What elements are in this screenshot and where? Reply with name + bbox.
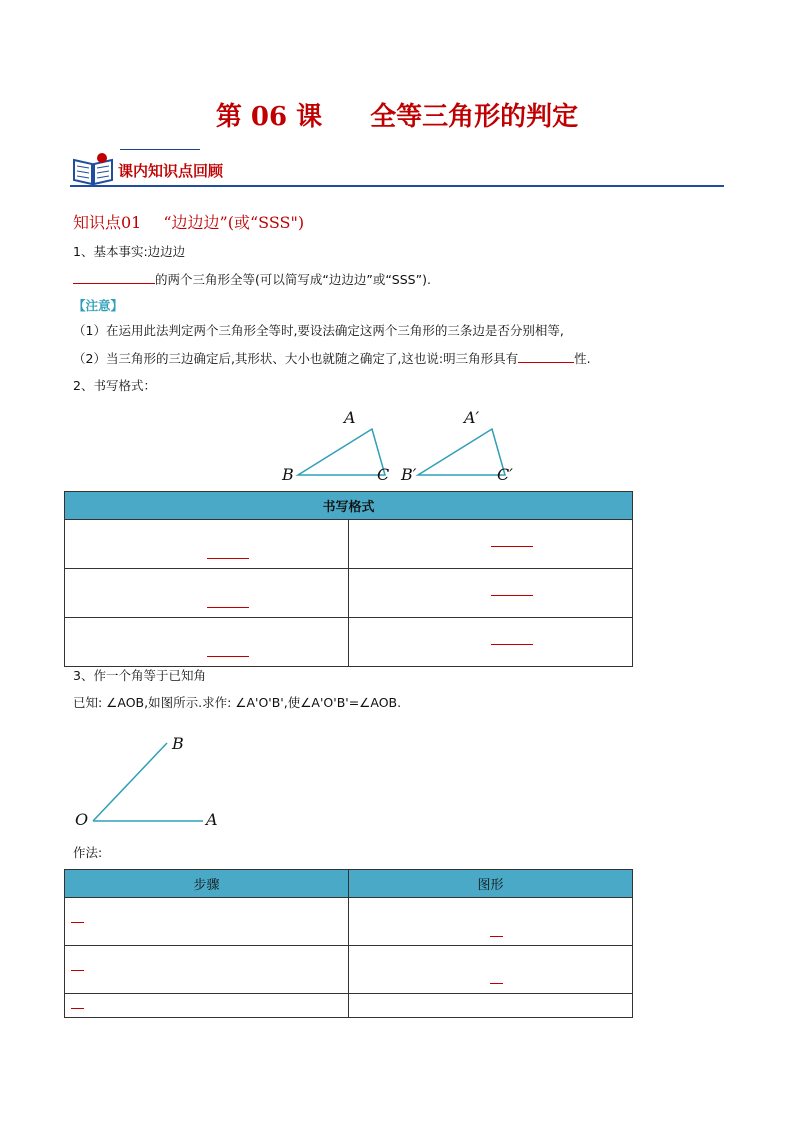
table-cell[interactable] <box>349 898 633 946</box>
label-a-prime: A′ <box>464 408 480 427</box>
label-a: A <box>344 408 356 427</box>
item3-given: 已知: ∠AOB,如图所示.求作: ∠A'O'B',使∠A'O'B'=∠AOB. <box>73 695 402 710</box>
label-b: B <box>282 465 294 484</box>
format-table-header: 书写格式 <box>65 492 633 520</box>
angle-label-o: O <box>75 810 89 829</box>
triangle-abc-prime <box>418 429 505 475</box>
section-top-rule <box>120 149 200 150</box>
lesson-number: 第 06 课 <box>215 102 323 132</box>
triangles-figure <box>270 405 530 485</box>
angle-label-a: A <box>206 810 218 829</box>
angle-figure <box>85 735 215 830</box>
section-title: 课内知识点回顾 <box>118 162 224 180</box>
angle-label-b: B <box>172 734 184 753</box>
table-cell[interactable] <box>349 994 633 1018</box>
method-label: 作法: <box>73 845 103 860</box>
item1-sentence: 的两个三角形全等(可以简写成“边边边”或“SSS”). <box>155 272 431 287</box>
format-table <box>64 491 633 667</box>
table-cell[interactable] <box>65 946 349 994</box>
label-c: C <box>377 465 390 484</box>
knowledge-point-name: “边边边”(或“SSS") <box>163 213 305 232</box>
note-line2-text: （2）当三角形的三边确定后,其形状、大小也就随之确定了,这也说:明三角形具有 <box>73 351 519 366</box>
item1-text <box>73 271 431 288</box>
item1-heading: 1、基本事实:边边边 <box>73 244 186 259</box>
table-cell[interactable] <box>349 946 633 994</box>
triangle-abc <box>298 429 385 475</box>
steps-header: 步骤 <box>65 870 349 898</box>
knowledge-point-number: 知识点01 <box>73 213 142 232</box>
figure-header: 图形 <box>349 870 633 898</box>
note-label: 【注意】 <box>73 298 124 313</box>
fill-blank[interactable] <box>73 271 155 284</box>
steps-table <box>64 869 633 1018</box>
item3-heading: 3、作一个角等于已知角 <box>73 668 206 683</box>
fill-blank[interactable] <box>518 350 574 363</box>
section-rule <box>70 185 724 187</box>
knowledge-point-heading <box>73 210 304 233</box>
item2-heading: 2、书写格式： <box>73 378 156 393</box>
label-b-prime: B′ <box>401 465 417 484</box>
note-line1: （1）在运用此法判定两个三角形全等时,要设法确定这两个三角形的三条边是否分别相等, <box>73 323 564 338</box>
note-line2 <box>73 350 591 367</box>
label-c-prime: C′ <box>497 465 513 484</box>
table-cell[interactable] <box>349 618 633 667</box>
note-line2-end: 性. <box>574 351 591 366</box>
page-title <box>0 96 794 133</box>
lesson-topic: 全等三角形的判定 <box>370 102 579 132</box>
table-cell[interactable] <box>65 898 349 946</box>
table-cell[interactable] <box>65 618 349 667</box>
table-cell[interactable] <box>65 569 349 618</box>
table-cell[interactable] <box>349 569 633 618</box>
open-book-icon <box>72 152 114 186</box>
table-cell[interactable] <box>65 994 349 1018</box>
table-cell[interactable] <box>65 520 349 569</box>
table-cell[interactable] <box>349 520 633 569</box>
